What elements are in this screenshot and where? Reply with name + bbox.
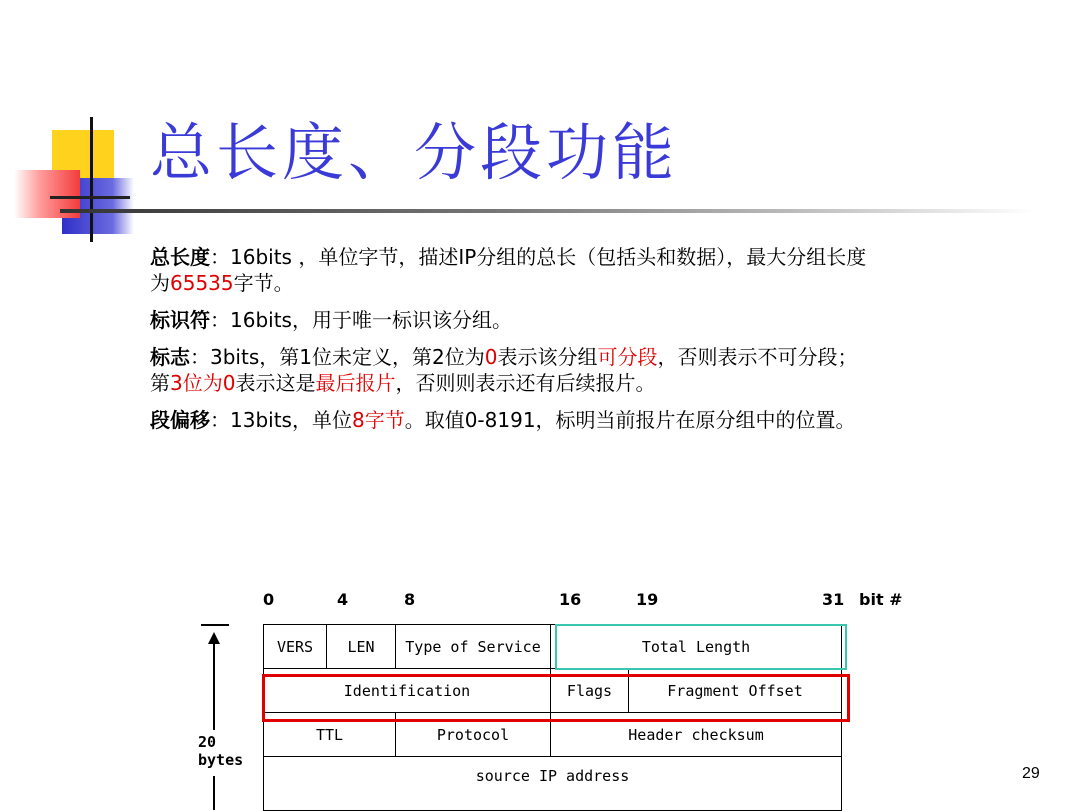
text: 位未定义，第: [311, 345, 432, 369]
bracket-vertical-line: [213, 642, 215, 730]
term-flags: 标志: [150, 345, 190, 369]
bytes-label-unit: bytes: [198, 751, 244, 769]
text: ：: [190, 345, 210, 369]
ornament-vertical-line: [90, 117, 93, 242]
field-vers: VERS: [264, 625, 327, 669]
text: 表示该分组: [497, 345, 598, 369]
highlight-total-length: [555, 624, 847, 670]
text: 3bits: [210, 345, 260, 369]
text: ，否则表示不可分段；第: [150, 345, 858, 395]
paragraph-total-length: [150, 244, 870, 296]
bit-label-16: 16: [559, 590, 582, 609]
field-ttl: TTL: [264, 713, 396, 757]
text: 1: [299, 345, 312, 369]
field-fragment-offset: Fragment Offset: [629, 669, 842, 713]
bit-label-0: 0: [263, 590, 275, 609]
title-divider: [60, 209, 1035, 213]
field-header-checksum: Header checksum: [551, 713, 842, 757]
text: 16bits: [230, 308, 292, 332]
text: ，第: [259, 345, 300, 369]
highlight-text: 最后报片: [315, 371, 396, 395]
slide-title: 总长度、分段功能: [150, 116, 679, 189]
header-row-4: [264, 757, 842, 811]
paragraph-flags: [150, 344, 870, 396]
bit-label-4: 4: [337, 590, 349, 609]
bit-label-31: 31: [822, 590, 845, 609]
field-type-of-service: Type of Service: [396, 625, 551, 669]
bit-number-label: bit #: [859, 590, 903, 609]
text: ：: [210, 408, 230, 432]
text: 位为: [444, 345, 485, 369]
page-number: 29: [1022, 765, 1040, 782]
highlight-text: 65535: [170, 271, 234, 295]
text: ：: [210, 308, 230, 332]
bit-label-19: 19: [636, 590, 659, 609]
term-fragment-offset: 段偏移: [150, 408, 210, 432]
text: ，标明当前报片在原分组中的位置。: [535, 408, 856, 432]
term-total-length: 总长度: [150, 245, 210, 269]
slide-body: [150, 244, 870, 444]
highlight-text: 0: [222, 371, 236, 395]
text: 。取值: [404, 408, 465, 432]
text: 13bits: [230, 408, 292, 432]
bytes-label: [198, 733, 243, 769]
bracket-top-tick: [201, 624, 229, 626]
highlight-text: 0: [484, 345, 498, 369]
text: 2: [431, 345, 445, 369]
field-total-length: Total Length: [551, 625, 842, 669]
bit-label-8: 8: [404, 590, 416, 609]
highlight-text: 字节: [364, 408, 405, 432]
highlight-text: 可分段: [597, 345, 658, 369]
paragraph-fragment-offset: [150, 407, 870, 433]
text: 16bits: [230, 245, 292, 269]
text: ，否则则表示还有后续报片。: [395, 371, 656, 395]
highlight-identification-flags-offset: [262, 674, 850, 722]
highlight-text: 8: [351, 408, 365, 432]
field-source-ip-address: source IP address: [264, 757, 842, 811]
field-flags: Flags: [551, 669, 629, 713]
ornament-horizontal-line: [50, 196, 130, 199]
bracket-lower-line: [213, 776, 215, 810]
field-len: LEN: [327, 625, 396, 669]
paragraph-identification: [150, 307, 870, 333]
text: ，单位字节，描述: [291, 245, 459, 269]
field-protocol: Protocol: [396, 713, 551, 757]
bytes-label-number: 20: [198, 733, 217, 751]
field-identification: Identification: [264, 669, 551, 713]
text: 分组的总长（包括头和数据），最大分组长度为: [150, 245, 867, 295]
text: IP: [458, 245, 477, 269]
term-identification: 标识符: [150, 308, 210, 332]
highlight-text: 位为: [182, 371, 223, 395]
text: 表示这是: [235, 371, 316, 395]
highlight-text: 3: [170, 371, 183, 395]
text: ：: [210, 245, 230, 269]
text: 字节。: [233, 271, 294, 295]
text: ，用于唯一标识该分组。: [291, 308, 512, 332]
text: 0-8191: [464, 408, 536, 432]
text: ，单位: [291, 408, 352, 432]
